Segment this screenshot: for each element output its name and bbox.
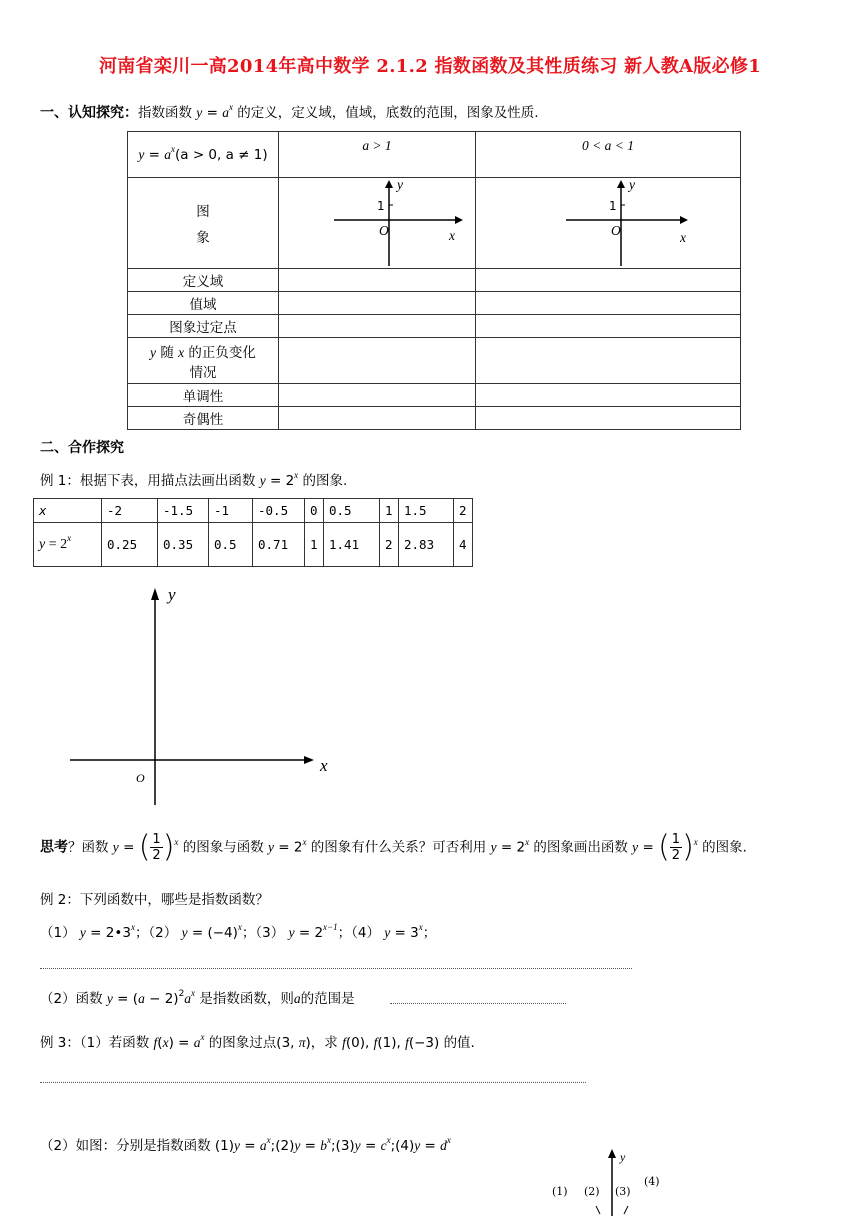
section1-heading: 一、认知探究： <box>40 105 138 121</box>
row-range: 值域 <box>128 292 279 315</box>
axes-a-lt-1 <box>476 178 740 269</box>
example2-q2: （2）函数 $y = (a - 2)^2a^x$ 是指数函数，则a的范围是 <box>40 988 355 1007</box>
page-title: 河南省栾川一高2014年高中数学 2.1.2 指数函数及其性质练习 新人教A版必修1 <box>98 56 762 77</box>
example2-heading: 例 2：下列函数中，哪些是指数函数？ <box>40 892 269 908</box>
example3-answer-line[interactable] <box>40 1082 586 1083</box>
graph-label-4: (4) <box>644 1175 660 1188</box>
row-monotonic: 单调性 <box>128 384 279 407</box>
graph-a-gt-1: y 1 O x <box>279 178 476 269</box>
row-parity: 奇偶性 <box>128 407 279 430</box>
example1-y-label: y <box>168 585 176 604</box>
values-y-label: $y = 2^x$ <box>34 523 102 567</box>
table1-func-cond: (a > 0, a ≠ 1) <box>175 146 268 163</box>
example2-answer-line[interactable] <box>40 968 632 969</box>
think-line: 思考？函数 y = ( $\frac{1}{2}$ )$^x$ 的图象与函数 $y = 2^x$ 的图象有什么关系？可否利用 $y = 2^x$ 的图象画出函数 y = ( $\frac{1}{2}$ )$^x$ 的图象. <box>40 829 747 865</box>
example2-items: （1） $y = 2•3^x$；（2） $y = (-4)^x$；（3） $y = 2^{x-1}$；（4） $y = 3^x$； <box>40 922 437 941</box>
section1-text-before: 指数函数 <box>138 105 192 121</box>
graph-label-2: (2) <box>584 1185 600 1198</box>
row-fixed-point: 图象过定点 <box>128 315 279 338</box>
section1-line: 一、认知探究：指数函数 $y = a^x$ 的定义，定义域，值域，底数的范围，图象及性质. <box>40 102 539 121</box>
example1-origin: O <box>136 771 145 785</box>
example1-x-label: x <box>320 756 328 775</box>
graph-label-3: (3) <box>615 1185 631 1198</box>
values-table: x -2 -1.5 -1 -0.5 0 0.5 1 1.5 2 $y = 2^x$ 0.25 0.35 0.5 0.71 1 1.41 2 2.83 4 <box>33 498 473 567</box>
example2-q2-blank[interactable] <box>390 1003 566 1004</box>
row-domain: 定义域 <box>128 269 279 292</box>
section2-heading: 二、合作探究 <box>40 440 124 456</box>
table1-col-a-gt-1: a > 1 <box>279 132 476 178</box>
example1-line: 例 1：根据下表，用描点法画出函数 $y = 2^x$ 的图象. <box>40 470 348 489</box>
example1-axes <box>60 580 340 810</box>
table1-header-func: $y = a^x(a > 0$, a ≠ 1) <box>128 132 279 178</box>
values-x-label: x <box>34 499 102 523</box>
graph-label-1: (1) <box>552 1185 568 1198</box>
example3-q2: （2）如图：分别是指数函数 $(1)y = a^x;(2)y$ = $b^x;(3)y$ = $c^x;(4)y = d^x$ <box>40 1135 451 1154</box>
axes-a-gt-1 <box>279 178 475 269</box>
example3-y-label: y <box>620 1150 626 1164</box>
table1-col-a-lt-1: 0 < a < 1 <box>476 132 741 178</box>
example3-q1: 例 3：（1）若函数 $f(x) = a^x$ 的图象过点(3, π)，求 f(0), f(1), f(−3) 的值. <box>40 1032 475 1051</box>
row-sign-change: y 随 x 的正负变化 情况 <box>128 338 279 384</box>
table1-graph-label: 图 象 <box>128 178 279 269</box>
properties-table <box>127 131 741 430</box>
graph-a-lt-1: y 1 O x <box>476 178 741 269</box>
section1-text-after: 的定义，定义域，值域，底数的范围，图象及性质. <box>237 105 539 121</box>
